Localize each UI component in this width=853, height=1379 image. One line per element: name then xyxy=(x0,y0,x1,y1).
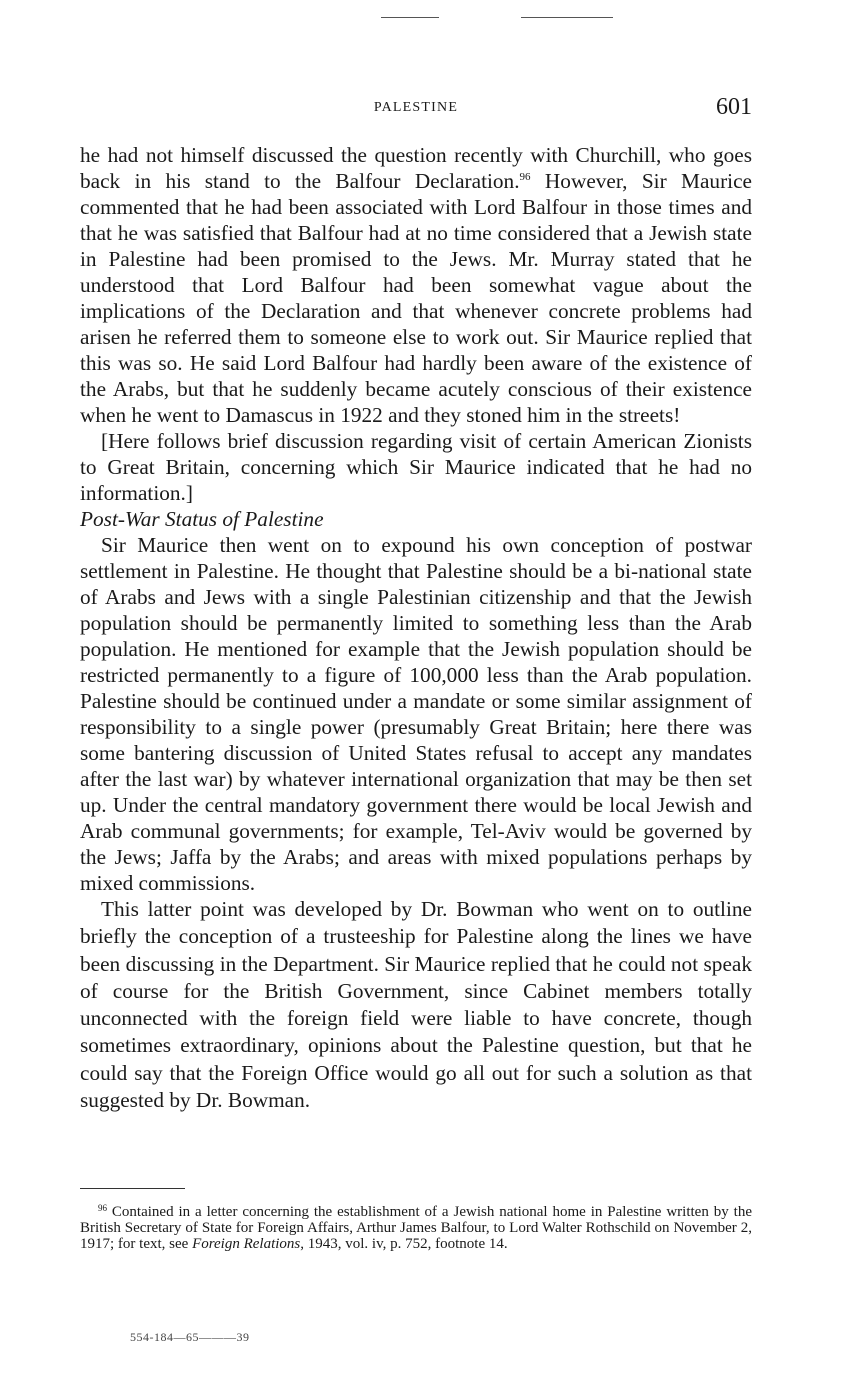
page-number: 601 xyxy=(716,94,752,120)
top-rule-right xyxy=(521,17,613,18)
footnote-source-title: Foreign Relations xyxy=(192,1236,301,1252)
paragraph-editorial-note: [Here follows brief discussion regarding visit of certain American Zionists to Great Britain, concerning which Sir Maurice indicated that he had no information.] xyxy=(80,429,752,505)
footnote-ref: 96 xyxy=(519,171,531,183)
section-heading: Post-War Status of Palestine xyxy=(80,507,324,531)
footnote-text-a: Contained in a letter concerning the establishment of a Jewish national home in Palestine written by the British Secretary of State for Foreign Affairs, Arthur James Balfour, to Lord Walter Rothschild on November 2, 1917; for text, see xyxy=(80,1204,752,1252)
footnote xyxy=(80,1204,752,1252)
paragraph-1-rest: However, Sir Maurice commented that he had been associated with Lord Balfour in those times and that he was satisfied that Balfour had at no time considered that a Jewish state in Palestine had been promised to the Jews. Mr. Murray stated that he understood that Lord Balfour had been somewhat vague about the implications of the Declaration and that whenever concrete problems had arisen he referred them to someone else to work out. Sir Maurice replied that this was so. He said Lord Balfour had hardly been aware of the existence of the Arabs, but that he suddenly became acutely conscious of their existence when he went to Damascus in 1922 and they stoned him in the streets! xyxy=(80,169,752,427)
running-head xyxy=(80,94,752,124)
footnote-text-b: , 1943, vol. iv, p. 752, footnote 14. xyxy=(300,1236,508,1252)
paragraph-postwar-settlement: Sir Maurice then went on to expound his own conception of postwar settlement in Palestine. He thought that Palestine should be a bi-national state of Arabs and Jews with a single Palestinian citizenship and that the Jewish population should be permanently limited to something less than the Arab population. He mentioned for example that the Jewish population should be restricted permanently to a figure of 100,000 less than the Arab population. Palestine should be continued under a mandate or some similar assignment of responsibility to a single power (presumably Great Britain; here there was some bantering discussion of United States refusal to accept any mandates after the last war) by whatever international organization that may be then set up. Under the central mandatory government there would be local Jewish and Arab communal governments; for example, Tel-Aviv would be governed by the Jews; Jaffa by the Arabs; and areas with mixed populations perhaps by mixed commissions. xyxy=(80,533,752,895)
paragraph-1-text: he had not himself discussed the question recently with Churchill, who goes back in his stand to the Balfour Declaration. xyxy=(80,143,752,193)
footnote-rule xyxy=(80,1188,185,1189)
body-text xyxy=(80,142,752,1114)
paragraph-trusteeship: This latter point was developed by Dr. Bowman who went on to outline briefly the conception of a trusteeship for Palestine along the lines we have been discussing in the Department. Sir Maurice replied that he could not speak of course for the British Government, since Cabinet members totally unconnected with the foreign field were liable to have concrete, though sometimes extraordinary, opinions about the Palestine question, but that he could say that the Foreign Office would go all out for such a solution as that suggested by Dr. Bowman. xyxy=(80,897,752,1113)
printer-code: 554-184—65———39 xyxy=(130,1330,250,1344)
footnote-number: 96 xyxy=(98,1203,107,1213)
running-title: PALESTINE xyxy=(373,100,459,115)
top-rule-left xyxy=(381,17,439,18)
paragraph-continued xyxy=(80,142,752,428)
